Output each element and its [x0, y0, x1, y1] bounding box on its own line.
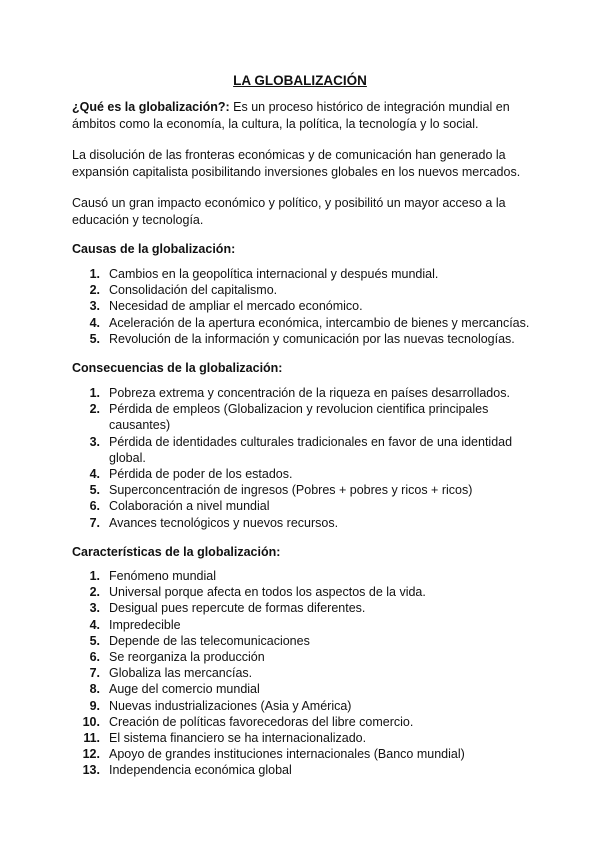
- list-text: Auge del comercio mundial: [109, 682, 260, 697]
- list-item: [72, 633, 542, 649]
- list-number: 2.: [89, 585, 100, 600]
- list-item: [72, 600, 542, 616]
- list-item: [72, 298, 542, 314]
- caracteristicas-heading: Características de la globalización:: [72, 545, 281, 559]
- list-number: 1.: [89, 386, 100, 400]
- list-item: [72, 434, 542, 466]
- list-text: Aceleración de la apertura económica, intercambio de bienes y mercancías.: [109, 315, 530, 330]
- list-text: Se reorganiza la producción: [109, 650, 265, 665]
- list-item: [72, 730, 542, 746]
- list-number: 3.: [89, 434, 100, 449]
- list-number: 5.: [89, 483, 100, 498]
- list-text: Independencia económica global: [109, 763, 292, 778]
- paragraph-impacto: Causó un gran impacto económico y político, y posibilitó un mayor acceso a la educación y tecnología.: [72, 196, 506, 227]
- list-item: [72, 714, 542, 730]
- list-text: Depende de las telecomunicaciones: [109, 633, 310, 648]
- list-number: 12.: [82, 747, 100, 762]
- list-number: 3.: [89, 601, 100, 616]
- list-number: 7.: [89, 515, 100, 530]
- list-item: [72, 649, 542, 665]
- causas-heading: Causas de la globalización:: [72, 242, 236, 256]
- list-item: [72, 282, 542, 298]
- list-text: Necesidad de ampliar el mercado económico.: [109, 299, 363, 314]
- intro-answer: Es un proceso histórico de integración mundial en ámbitos como la economía, la cultura, la política, la tecnología y lo social.: [72, 100, 510, 131]
- list-text: Creación de políticas favorecedoras del libre comercio.: [109, 714, 414, 729]
- page-title: LA GLOBALIZACIÓN: [233, 73, 367, 88]
- list-text: Consolidación del capitalismo.: [109, 283, 278, 298]
- list-text: Pérdida de empleos (Globalizacion y revolucion cientifica principales causantes): [109, 402, 489, 433]
- list-text: Superconcentración de ingresos (Pobres + pobres y ricos + ricos): [109, 483, 473, 498]
- intro-question: ¿Qué es la globalización?:: [72, 100, 230, 114]
- list-text: Globaliza las mercancías.: [109, 666, 253, 681]
- list-text: Pobreza extrema y concentración de la riqueza en países desarrollados.: [109, 386, 510, 400]
- list-number: 3.: [89, 299, 100, 314]
- list-item: [72, 515, 542, 531]
- consecuencias-list: [72, 385, 542, 531]
- caracteristicas-list: [72, 568, 542, 779]
- list-text: Universal porque afecta en todos los aspectos de la vida.: [109, 585, 426, 600]
- list-item: [72, 584, 542, 600]
- causas-list: [72, 266, 542, 347]
- list-number: 2.: [89, 402, 100, 417]
- list-text: Pérdida de poder de los estados.: [109, 467, 293, 482]
- list-item: [72, 681, 542, 697]
- consecuencias-heading: Consecuencias de la globalización:: [72, 361, 283, 375]
- list-number: 8.: [89, 682, 100, 697]
- list-text: Colaboración a nivel mundial: [109, 499, 270, 514]
- list-number: 13.: [82, 763, 100, 778]
- list-item: [72, 385, 542, 401]
- list-number: 1.: [89, 569, 100, 583]
- list-text: Avances tecnológicos y nuevos recursos.: [109, 515, 339, 530]
- list-text: Revolución de la información y comunicación por las nuevas tecnologías.: [109, 331, 515, 346]
- list-number: 10.: [82, 714, 100, 729]
- list-item: [72, 665, 542, 681]
- list-number: 7.: [89, 666, 100, 681]
- list-number: 2.: [89, 283, 100, 298]
- list-text: Pérdida de identidades culturales tradicionales en favor de una identidad global.: [109, 434, 513, 465]
- list-text: Apoyo de grandes instituciones internacionales (Banco mundial): [109, 747, 465, 762]
- list-text: Fenómeno mundial: [109, 569, 217, 583]
- list-number: 1.: [89, 267, 100, 281]
- list-item: [72, 315, 542, 331]
- list-number: 6.: [89, 499, 100, 514]
- list-number: 11.: [83, 731, 100, 746]
- list-item: [72, 698, 542, 714]
- list-number: 4.: [89, 617, 100, 632]
- list-number: 9.: [89, 698, 100, 713]
- list-item: [72, 266, 542, 282]
- list-item: [72, 466, 542, 482]
- list-item: [72, 482, 542, 498]
- list-number: 4.: [89, 315, 100, 330]
- list-text: Impredecible: [109, 617, 181, 632]
- list-item: [72, 762, 542, 778]
- list-number: 5.: [89, 331, 100, 346]
- paragraph-fronteras: La disolución de las fronteras económicas y de comunicación han generado la expansión capitalista posibilitando inversiones globales en los nuevos mercados.: [72, 148, 521, 179]
- list-text: Cambios en la geopolítica internacional y después mundial.: [109, 267, 439, 281]
- list-number: 5.: [89, 633, 100, 648]
- list-item: [72, 401, 542, 433]
- list-number: 6.: [89, 650, 100, 665]
- list-number: 4.: [89, 467, 100, 482]
- intro-paragraph: [72, 99, 542, 132]
- list-text: El sistema financiero se ha internacionalizado.: [109, 731, 367, 746]
- list-item: [72, 746, 542, 762]
- list-item: [72, 617, 542, 633]
- list-text: Desigual pues repercute de formas diferentes.: [109, 601, 366, 616]
- list-item: [72, 498, 542, 514]
- list-item: [72, 568, 542, 584]
- list-text: Nuevas industrializaciones (Asia y América): [109, 698, 352, 713]
- list-item: [72, 331, 542, 347]
